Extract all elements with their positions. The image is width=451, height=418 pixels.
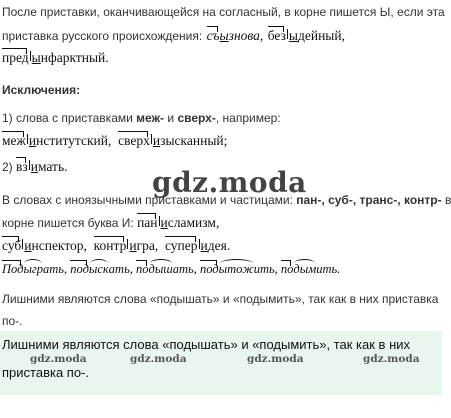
rule-line-2: приставка русского происхождения: съызнова, без ыдейный, — [2, 28, 345, 43]
watermark-small: gdz.moda — [247, 353, 304, 365]
verb-word: подымить. — [280, 262, 341, 276]
verbs-row — [2, 262, 340, 277]
exception-item-1: 1) слова с приставками меж- и сверх-, например: — [2, 111, 281, 125]
verb-word: подытожить, — [199, 262, 278, 276]
verb-word: подыскать, — [70, 262, 133, 276]
example-word-mezhinstitutsky: меж институтский, — [2, 133, 112, 148]
foreign-examples — [2, 238, 230, 254]
watermark-small: gdz.moda — [30, 353, 87, 365]
exception-item-2: 2) вз имать. — [2, 159, 68, 174]
note-line-2: по-. — [2, 314, 23, 328]
example-word-sverkhizyskanny: сверх изысканный; — [118, 133, 228, 148]
rule-line-1: После приставки, оканчивающейся на согласный, в корне пишется Ы, если эта — [2, 5, 445, 19]
example-word-subinspektor: суб инспектор, — [2, 238, 87, 253]
example-word-panislamizm: пан исламизм, — [137, 215, 220, 230]
example-word-predynfarktny: пред ынфарктный. — [2, 50, 109, 65]
watermark-logo: gdz.moda — [152, 166, 307, 199]
exception-examples-1 — [2, 133, 227, 149]
watermark-small: gdz.moda — [130, 353, 187, 365]
foreign-line-2: корне пишется буква И: пан исламизм, — [2, 215, 220, 230]
verb-word: подышать, — [136, 262, 197, 276]
example-word-kontrigra: контр игра, — [93, 238, 159, 253]
example-word-vzimat: вз имать. — [16, 159, 68, 174]
note-line-1: Лишними являются слова «подышать» и «подымить», так как в них приставка — [2, 292, 439, 306]
example-word-bezydeyny: без ыдейный — [267, 28, 342, 43]
answer-line-1: Лишними являются слова «подышать» и «подымить», так как в них — [2, 337, 411, 352]
example-word-syznova: съызнова — [206, 28, 260, 43]
example-word-superideya: супер идея. — [164, 238, 231, 253]
rule-line-2-text: приставка русского происхождения: — [2, 29, 203, 43]
verb-word: Подыграть, — [2, 262, 68, 276]
watermark-small: gdz.moda — [363, 353, 420, 365]
answer-line-2: приставка по-. — [2, 365, 90, 380]
exceptions-heading: Исключения: — [2, 83, 81, 97]
foreign-line-1: В словах с иноязычными приставками и частицами: пан-, суб-, транс-, контр- в — [2, 193, 451, 207]
